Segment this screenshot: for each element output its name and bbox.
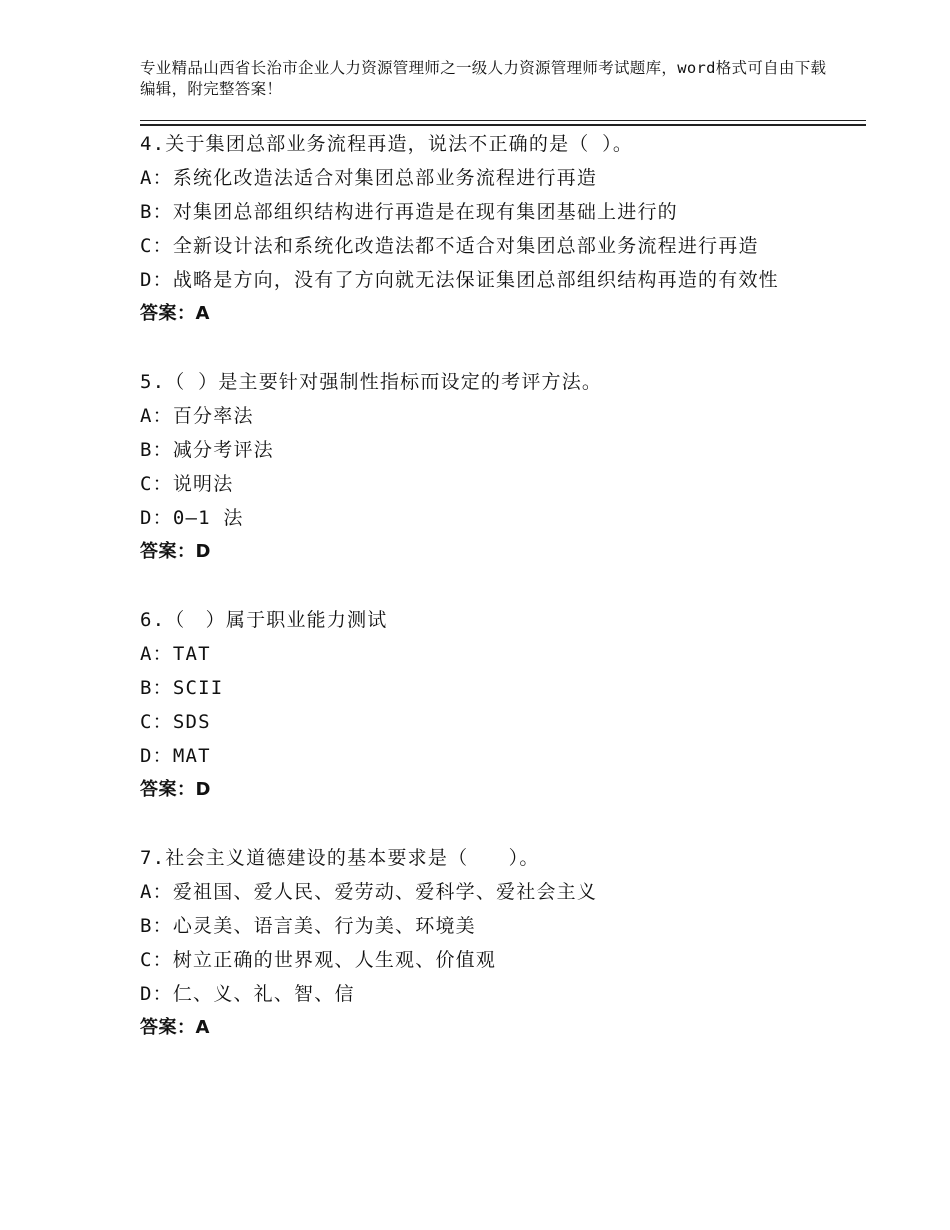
option-d: D：战略是方向，没有了方向就无法保证集团总部组织结构再造的有效性 [140,269,779,291]
option-b: B：SCII [140,677,224,699]
header-divider-thick [140,124,866,126]
question-stem: 5.（ ）是主要针对强制性指标而设定的考评方法。 [140,371,603,393]
option-a: A：爱祖国、爱人民、爱劳动、爱科学、爱社会主义 [140,881,598,903]
option-b: B：心灵美、语言美、行为美、环境美 [140,915,476,937]
option-b: B：减分考评法 [140,439,274,461]
option-b: B：对集团总部组织结构进行再造是在现有集团基础上进行的 [140,201,678,223]
option-c: C：SDS [140,711,211,733]
question-5 [140,365,820,569]
answer-line: 答案：D [140,541,211,562]
question-7 [140,841,820,1045]
answer-line: 答案：A [140,1017,210,1038]
option-a: A：系统化改造法适合对集团总部业务流程进行再造 [140,167,598,189]
question-6 [140,603,820,807]
answer-line: 答案：A [140,303,210,324]
option-c: C：说明法 [140,473,234,495]
document-title: 专业精品山西省长治市企业人力资源管理师之一级人力资源管理师考试题库，word格式可自由下载编辑，附完整答案！ [140,59,827,98]
question-stem: 7.社会主义道德建设的基本要求是（ ）。 [140,847,540,869]
option-d: D：MAT [140,745,211,767]
question-4 [140,127,820,331]
question-stem: 4.关于集团总部业务流程再造，说法不正确的是（ ）。 [140,133,634,155]
option-a: A：TAT [140,643,211,665]
option-a: A：百分率法 [140,405,254,427]
header-divider-thin [140,120,866,121]
option-d: D：0—1 法 [140,507,244,529]
question-stem: 6.（ ）属于职业能力测试 [140,609,388,631]
option-d: D：仁、义、礼、智、信 [140,983,355,1005]
option-c: C：全新设计法和系统化改造法都不适合对集团总部业务流程进行再造 [140,235,759,257]
answer-line: 答案：D [140,779,211,800]
document-header [140,58,830,100]
question-list [140,127,820,1079]
option-c: C：树立正确的世界观、人生观、价值观 [140,949,497,971]
